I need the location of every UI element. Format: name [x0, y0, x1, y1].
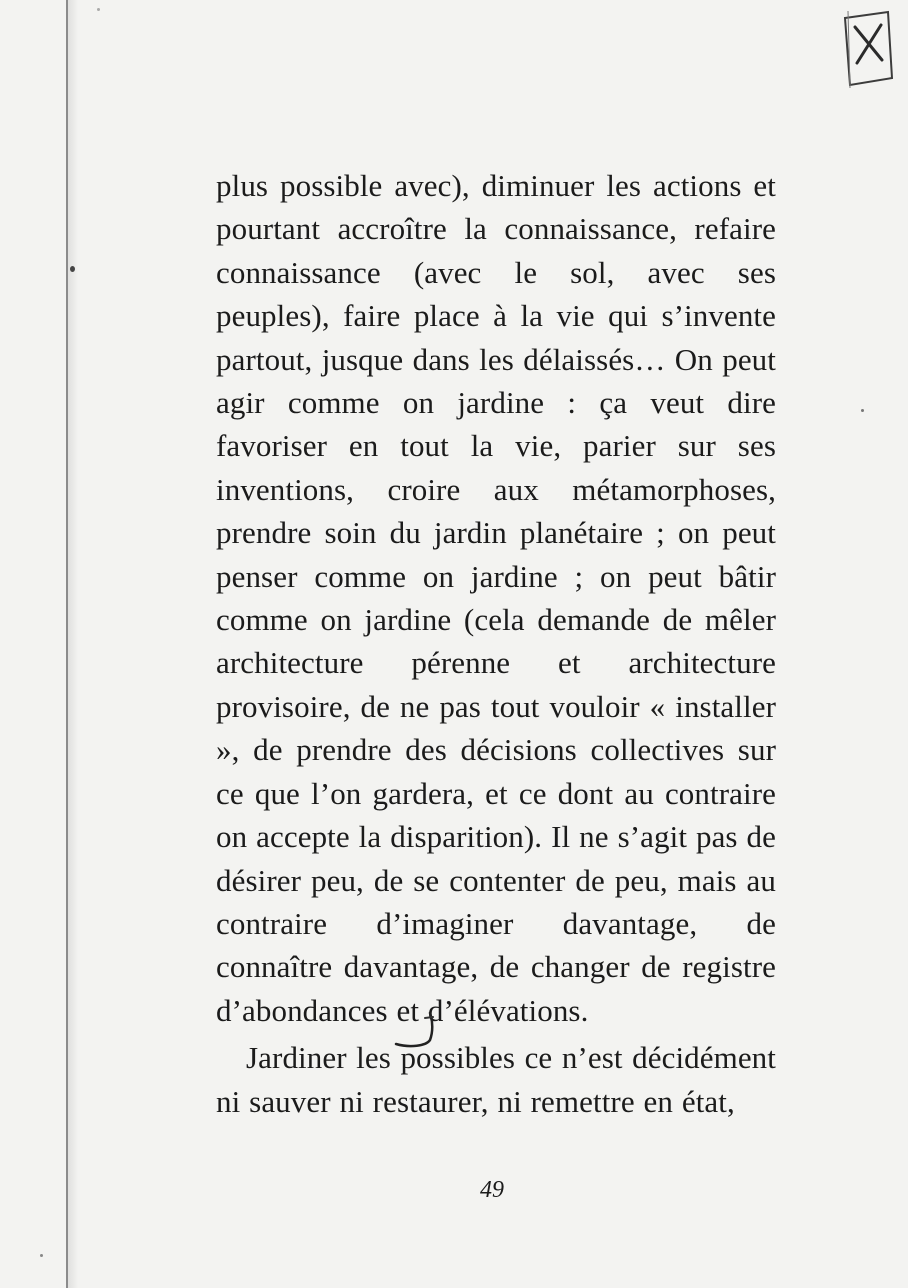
- scan-speck: [70, 266, 75, 272]
- page-number: 49: [480, 1177, 504, 1203]
- book-spine-edge: [66, 0, 78, 1288]
- paragraph-new: Jardiner les possibles ce n’est décidément ni sauver ni restaurer, ni remettre en état,: [216, 1040, 776, 1119]
- paragraph-continued: plus possible avec), diminuer les actions et pourtant accroître la connaissance, refaire connaissance (avec le sol, avec ses peuples), faire place à la vie qui s’invente partout, jusque dans les délaissés… On peut agir comme on jardine : ça veut dire favoriser en tout la vie, parier sur ses inventions, croire aux métamorphoses, prendre soin du jardin planétaire ; on peut penser comme on jardine ; on peut bâtir comme on jardine (cela demande de mêler architecture pérenne et architecture provisoire, de ne pas tout vouloir « installer », de prendre des décisions collectives sur ce que l’on gardera, et ce dont au contraire on accepte la disparition). Il ne s’agit pas de désirer peu, de se contenter de peu, mais au contraire d’imaginer davantage, de connaître davantage, de changer de registre d’abondances et d’élévations.: [216, 168, 776, 1028]
- book-text: [216, 164, 776, 1123]
- handwritten-x-mark: [842, 8, 896, 90]
- scan-speck: [97, 8, 100, 11]
- scan-speck: [861, 409, 864, 412]
- scan-speck: [40, 1254, 43, 1257]
- pencil-bracket-mark: [388, 1010, 446, 1052]
